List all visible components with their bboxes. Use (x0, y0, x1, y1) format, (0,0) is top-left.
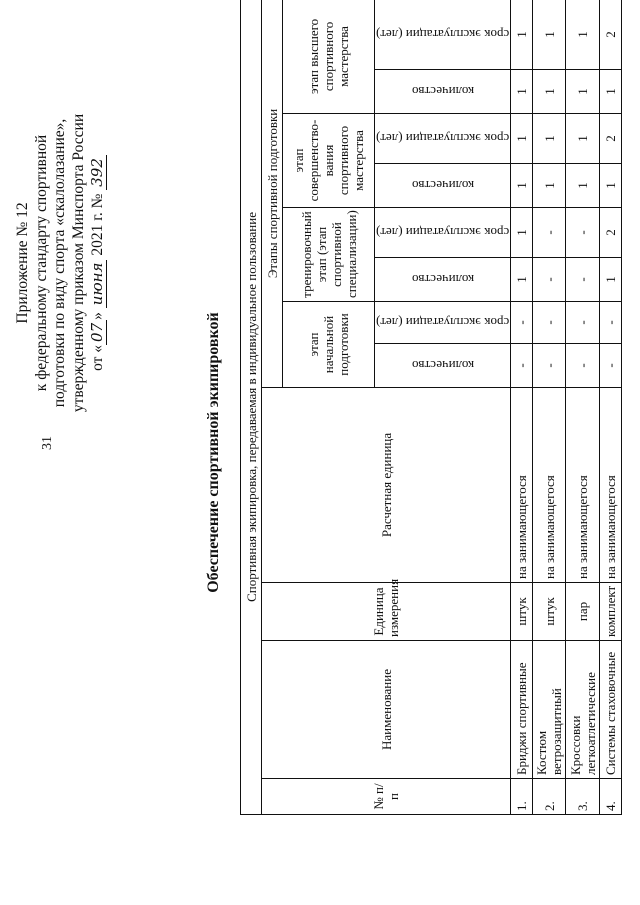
row-value: 2 (600, 0, 622, 70)
header-qty-2 (375, 258, 511, 302)
header-qty-4 (375, 70, 511, 114)
row-number: 2. (533, 779, 566, 815)
row-calc: на занимающегося (511, 388, 533, 583)
equipment-table (240, 0, 622, 815)
appendix-date-line (88, 48, 108, 478)
row-unit: штук (533, 583, 566, 641)
header-term-1 (375, 302, 511, 344)
header-qty-label: количество (411, 358, 474, 373)
header-name: Наименование (262, 641, 511, 779)
table-row (511, 0, 533, 815)
row-value: 2 (600, 114, 622, 164)
row-value: 1 (533, 164, 566, 208)
row-calc: на занимающегося (533, 388, 566, 583)
order-number: 392 (88, 155, 107, 190)
page-number: 31 (40, 436, 55, 450)
row-name: Системы стаховочные (600, 641, 622, 779)
header-term-label: срок эксплуатации (лет) (376, 26, 510, 42)
header-qty-label: количество (411, 178, 474, 193)
document-title: Обеспечение спортивной экипировкой (205, 312, 222, 593)
row-value: - (533, 208, 566, 258)
appendix-title: Приложение № 12 (14, 202, 31, 324)
row-value: 1 (600, 258, 622, 302)
table-super-header: Спортивная экипировка, передаваемая в индивидуальное пользование (241, 0, 262, 815)
appendix-line-3: утвержденному приказом Минспорта России (69, 113, 87, 413)
appendix-block (14, 48, 108, 478)
row-value: - (533, 258, 566, 302)
row-name: Костюм ветрозащитный (533, 641, 566, 779)
header-term-label: срок эксплуатации (лет) (376, 131, 510, 146)
table-row (533, 0, 566, 815)
row-number: 4. (600, 779, 622, 815)
row-name: Кроссовки легкоатлетические (566, 641, 600, 779)
row-value: - (511, 344, 533, 388)
row-value: 1 (511, 0, 533, 70)
row-value: - (566, 344, 600, 388)
header-stage-4: этап высшего спортивного мастерства (283, 0, 375, 114)
row-value: 1 (533, 70, 566, 114)
row-value: 2 (600, 208, 622, 258)
row-value: 1 (566, 0, 600, 70)
row-value: 1 (566, 114, 600, 164)
row-value: 1 (511, 258, 533, 302)
date-month: июня (88, 260, 107, 309)
header-term-4 (375, 0, 511, 70)
header-qty-label: количество (411, 84, 474, 99)
row-value: - (566, 302, 600, 344)
date-prefix: от « (89, 344, 106, 371)
header-qty-label: количество (411, 272, 474, 287)
row-name: Бриджи спортивные (511, 641, 533, 779)
header-term-label: срок эксплуатации (лет) (376, 225, 510, 240)
header-stage-1: этап начальной подготовки (283, 302, 375, 388)
header-term-3 (375, 114, 511, 164)
table-row (600, 0, 622, 815)
header-calc: Расчетная единица (262, 388, 511, 583)
row-value: 1 (511, 208, 533, 258)
date-mid: » (89, 312, 106, 320)
row-value: - (533, 344, 566, 388)
row-unit: штук (511, 583, 533, 641)
header-stage-2: тренировочный этап (этап спортивной специализации) (283, 208, 375, 302)
row-calc: на занимающегося (566, 388, 600, 583)
row-value: - (600, 302, 622, 344)
row-value: 1 (511, 114, 533, 164)
row-value: - (533, 302, 566, 344)
row-value: 1 (511, 70, 533, 114)
row-number: 3. (566, 779, 600, 815)
header-term-label: срок эксплуатации (лет) (376, 315, 510, 330)
header-term-2 (375, 208, 511, 258)
table-row (566, 0, 600, 815)
row-unit: пар (566, 583, 600, 641)
header-stages: Этапы спортивной подготовки (262, 0, 283, 388)
row-value: 1 (600, 164, 622, 208)
row-value: - (566, 258, 600, 302)
appendix-line-1: к федеральному стандарту спортивной (32, 134, 50, 392)
row-unit: комплект (600, 583, 622, 641)
row-value: - (511, 302, 533, 344)
header-qty-1 (375, 344, 511, 388)
row-value: 1 (600, 70, 622, 114)
header-stage-3: этап совершенство- вания спортивного мастерства (283, 114, 375, 208)
row-calc: на занимающегося (600, 388, 622, 583)
date-year: 2021 г. № (89, 193, 106, 256)
row-number: 1. (511, 779, 533, 815)
row-value: 1 (533, 0, 566, 70)
row-value: 1 (533, 114, 566, 164)
row-value: - (600, 344, 622, 388)
date-day: 07 (88, 320, 107, 345)
row-value: 1 (511, 164, 533, 208)
row-value: 1 (566, 70, 600, 114)
header-qty-3 (375, 164, 511, 208)
row-value: - (566, 208, 600, 258)
row-value: 1 (566, 164, 600, 208)
appendix-line-2: подготовки по виду спорта «скалолазание», (51, 118, 68, 408)
header-num: № п/п (262, 779, 511, 815)
header-unit: Единица измерения (262, 583, 511, 641)
